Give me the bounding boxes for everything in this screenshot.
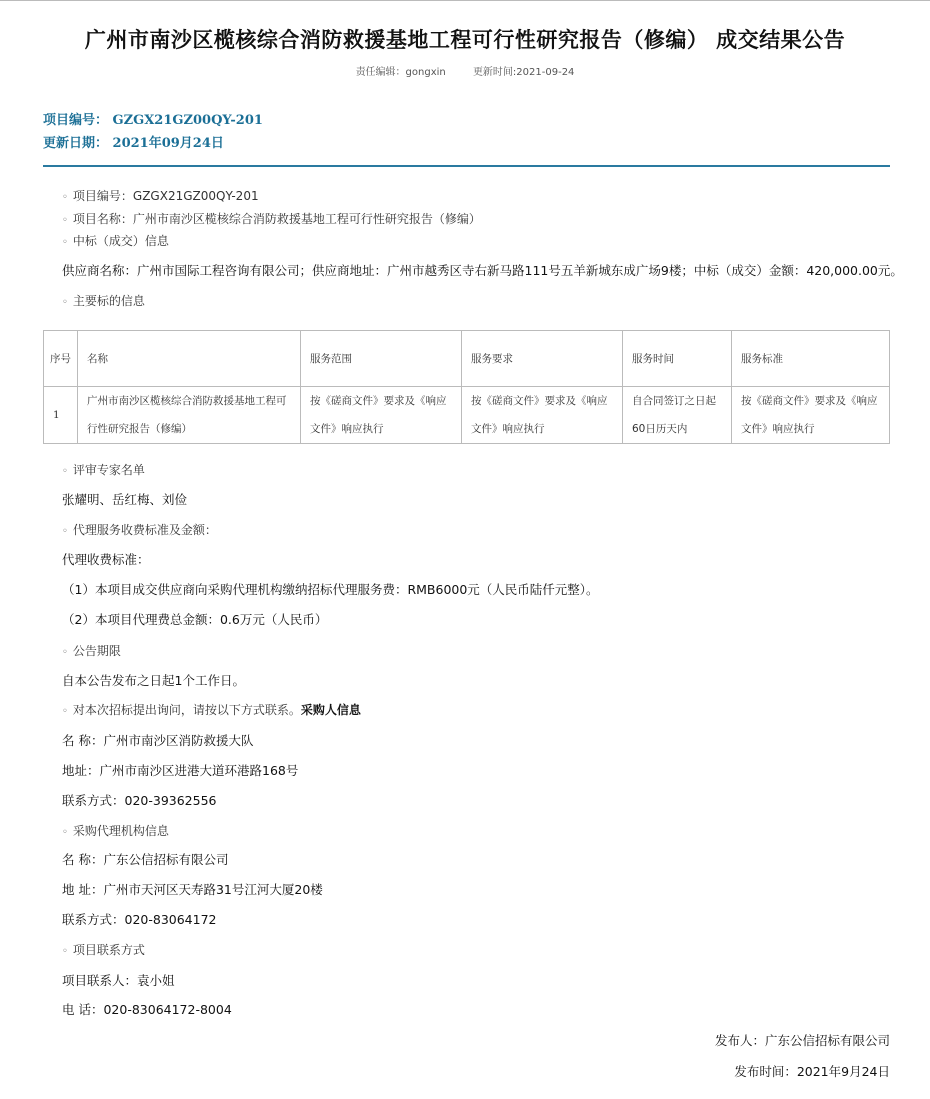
header-cell: 服务标准: [732, 331, 890, 387]
update-time: 更新时间:2021-09-24: [472, 67, 575, 78]
table-cell: 按《磋商文件》要求及《响应文件》响应执行: [732, 387, 890, 444]
experts-heading: ◦ 评审专家名单: [62, 460, 145, 482]
fee-item-2: （2）本项目代理费总金额：0.6万元（人民币）: [62, 612, 328, 627]
header-project-number: 项目编号： GZGX21GZ00QY-201: [43, 113, 263, 128]
fee-heading: ◦ 代理服务收费标准及金额：: [62, 520, 217, 542]
header-cell: 名称: [78, 331, 301, 387]
publisher: 发布人：广东公信招标有限公司: [714, 1033, 890, 1048]
header-cell: 服务时间: [623, 331, 732, 387]
table-cell: 1: [44, 387, 78, 444]
publish-date: 发布时间：2021年9月24日: [734, 1064, 890, 1079]
buyer-address: 地址：广州市南沙区进港大道环港路168号: [62, 763, 299, 778]
subject-table: [43, 330, 890, 444]
period-text: 自本公告发布之日起1个工作日。: [62, 673, 245, 688]
award-info-heading: ◦ 中标（成交）信息: [62, 231, 169, 253]
fee-standard: 代理收费标准：: [62, 552, 150, 567]
editor: 责任编辑：gongxin: [355, 67, 446, 78]
award-detail: 供应商名称：广州市国际工程咨询有限公司；供应商地址：广州市越秀区寺右新马路111号五羊新城东成广场9楼；中标（成交）金额：420,000.00元。: [62, 263, 903, 278]
buyer-phone: 联系方式：020-39362556: [62, 793, 217, 808]
agent-address: 地 址：广州市天河区天寿路31号江河大厦20楼: [62, 882, 323, 897]
agent-heading: ◦ 采购代理机构信息: [62, 821, 169, 843]
table-cell: 广州市南沙区榄核综合消防救援基地工程可行性研究报告（修编）: [78, 387, 301, 444]
agent-name: 名 称：广东公信招标有限公司: [62, 852, 229, 867]
header-cell: 服务范围: [301, 331, 462, 387]
table-cell: 按《磋商文件》要求及《响应文件》响应执行: [301, 387, 462, 444]
article-meta: [0, 63, 930, 78]
table-row: [44, 387, 890, 444]
table-header-row: [44, 331, 890, 387]
project-number: ◦ 项目编号：GZGX21GZ00QY-201: [62, 186, 259, 208]
header-update-date: 更新日期： 2021年09月24日: [43, 136, 224, 151]
agent-phone: 联系方式：020-83064172: [62, 912, 217, 927]
buyer-info-heading: 采购人信息: [300, 703, 361, 717]
period-heading: ◦ 公告期限: [62, 641, 121, 663]
main-subject-heading: ◦ 主要标的信息: [62, 291, 145, 313]
project-contact-heading: ◦ 项目联系方式: [62, 940, 145, 962]
project-name: ◦ 项目名称：广州市南沙区榄核综合消防救援基地工程可行性研究报告（修编）: [62, 209, 481, 231]
page-title: 广州市南沙区榄核综合消防救援基地工程可行性研究报告（修编） 成交结果公告: [84, 27, 846, 52]
buyer-name: 名 称：广州市南沙区消防救援大队: [62, 733, 254, 748]
contact-heading: ◦ 对本次招标提出询问，请按以下方式联系。采购人信息: [62, 700, 361, 722]
project-contact-name: 项目联系人：袁小姐: [62, 973, 175, 988]
table-cell: 按《磋商文件》要求及《响应文件》响应执行: [462, 387, 623, 444]
header-divider: [43, 165, 890, 167]
header-cell: 序号: [44, 331, 78, 387]
top-divider: [0, 0, 930, 1]
project-contact-phone: 电 话：020-83064172-8004: [62, 1002, 232, 1017]
header-cell: 服务要求: [462, 331, 623, 387]
table-cell: 自合同签订之日起60日历天内: [623, 387, 732, 444]
experts-list: 张耀明、岳红梅、刘俭: [62, 492, 188, 507]
fee-item-1: （1）本项目成交供应商向采购代理机构缴纳招标代理服务费：RMB6000元（人民币陆仟元整）。: [62, 582, 599, 597]
